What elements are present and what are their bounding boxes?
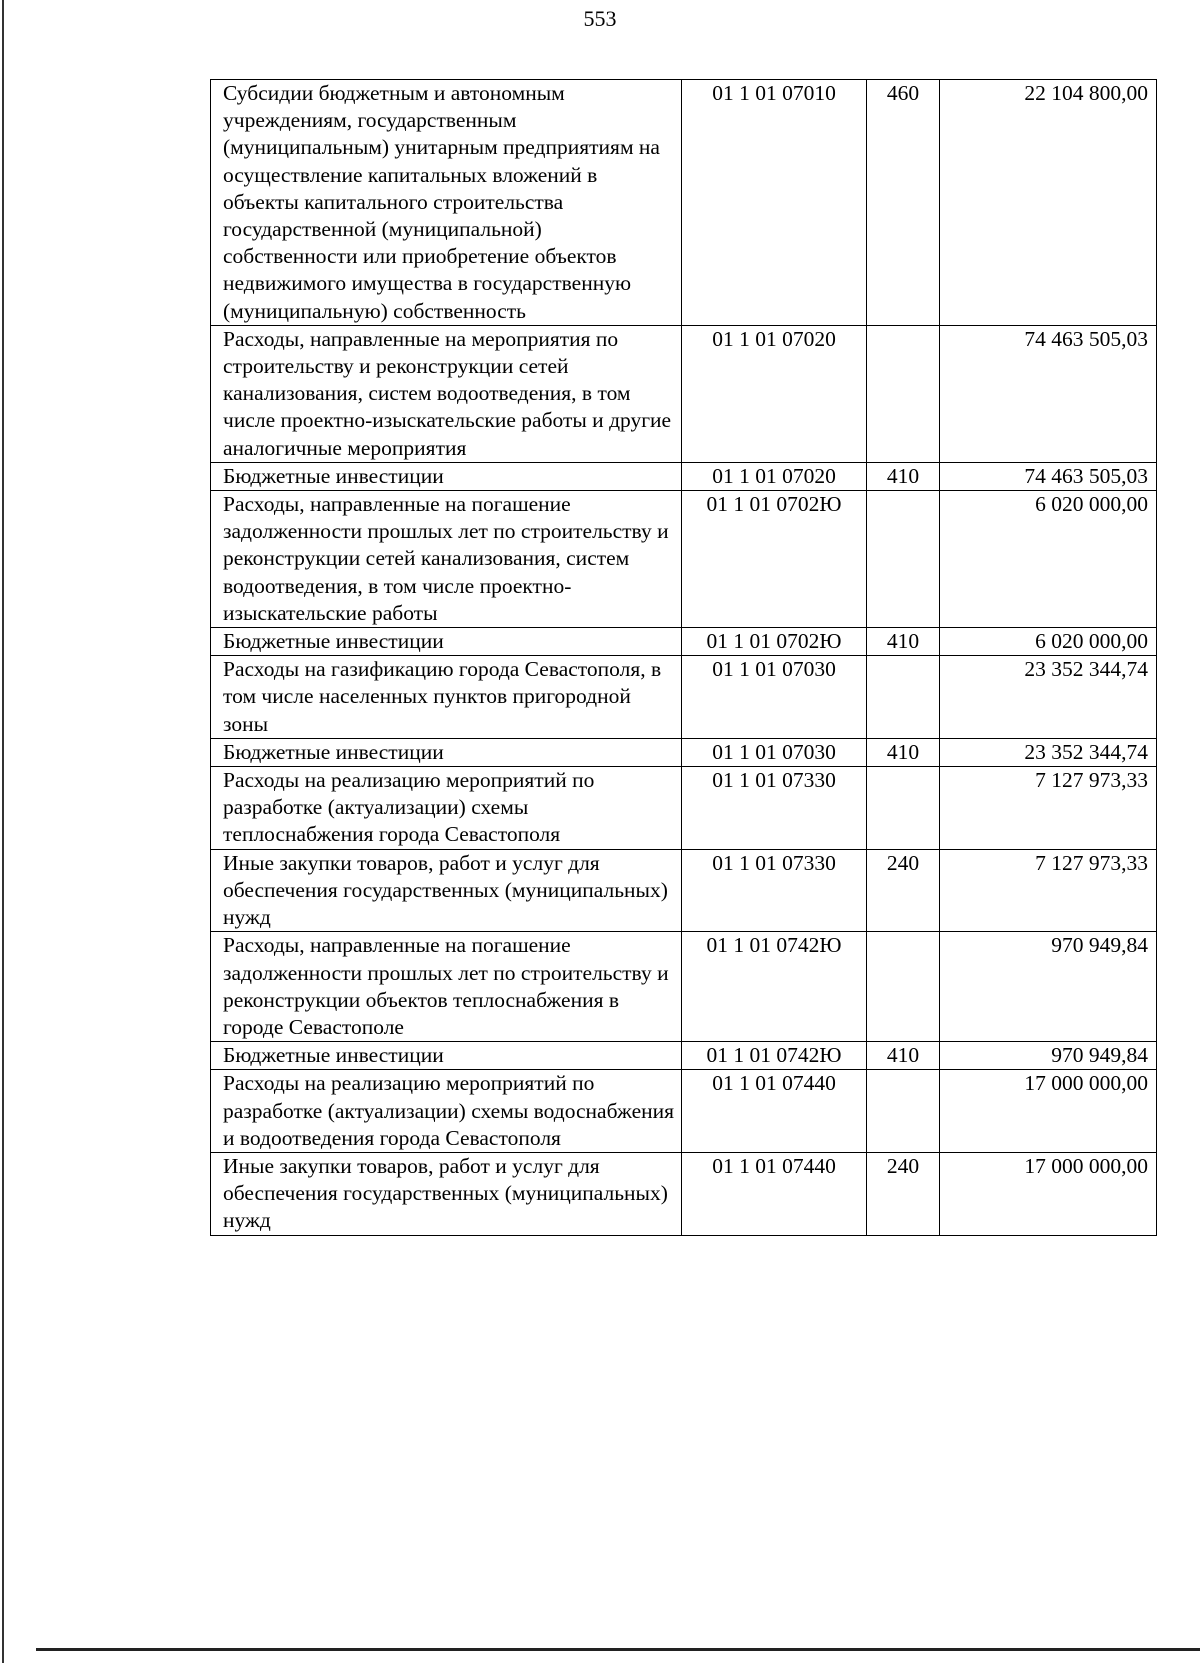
table-row bbox=[211, 767, 1157, 850]
cell-amount: 17 000 000,00 bbox=[940, 1152, 1157, 1235]
cell-type bbox=[867, 491, 940, 628]
cell-name: Иные закупки товаров, работ и услуг для обеспечения государственных (муниципальных) нужд bbox=[211, 1152, 682, 1235]
table-row bbox=[211, 491, 1157, 628]
table-row bbox=[211, 462, 1157, 490]
cell-code: 01 1 01 07440 bbox=[682, 1070, 867, 1153]
cell-amount: 23 352 344,74 bbox=[940, 738, 1157, 766]
cell-type: 410 bbox=[867, 462, 940, 490]
cell-name: Расходы на реализацию мероприятий по разработке (актуализации) схемы теплоснабжения города Севастополя bbox=[211, 767, 682, 850]
cell-code: 01 1 01 07010 bbox=[682, 80, 867, 326]
cell-amount: 74 463 505,03 bbox=[940, 325, 1157, 462]
cell-type bbox=[867, 1070, 940, 1153]
cell-code: 01 1 01 0742Ю bbox=[682, 1042, 867, 1070]
cell-name: Расходы на реализацию мероприятий по разработке (актуализации) схемы водоснабжения и водоотведения города Севастополя bbox=[211, 1070, 682, 1153]
cell-name: Субсидии бюджетным и автономным учреждениям, государственным (муниципальным) унитарным предприятиям на осуществление капитальных вложений в объекты капитального строительства государственной (муниципальной) собственности или приобретение объектов недвижимого имущества в государственную (муниципальную) собственность bbox=[211, 80, 682, 326]
cell-amount: 17 000 000,00 bbox=[940, 1070, 1157, 1153]
cell-amount: 22 104 800,00 bbox=[940, 80, 1157, 326]
table-row bbox=[211, 932, 1157, 1042]
cell-type bbox=[867, 325, 940, 462]
cell-code: 01 1 01 07020 bbox=[682, 325, 867, 462]
cell-code: 01 1 01 07030 bbox=[682, 738, 867, 766]
cell-type: 240 bbox=[867, 1152, 940, 1235]
cell-amount: 6 020 000,00 bbox=[940, 628, 1157, 656]
cell-amount: 23 352 344,74 bbox=[940, 656, 1157, 739]
cell-type: 410 bbox=[867, 1042, 940, 1070]
cell-name: Бюджетные инвестиции bbox=[211, 628, 682, 656]
cell-type: 410 bbox=[867, 738, 940, 766]
cell-type bbox=[867, 767, 940, 850]
cell-type: 410 bbox=[867, 628, 940, 656]
cell-name: Бюджетные инвестиции bbox=[211, 1042, 682, 1070]
cell-type: 240 bbox=[867, 849, 940, 932]
cell-name: Расходы, направленные на погашение задолженности прошлых лет по строительству и реконструкции объектов теплоснабжения в городе Севастополе bbox=[211, 932, 682, 1042]
page-number: 553 bbox=[583, 6, 617, 31]
cell-name: Иные закупки товаров, работ и услуг для обеспечения государственных (муниципальных) нужд bbox=[211, 849, 682, 932]
cell-code: 01 1 01 0702Ю bbox=[682, 491, 867, 628]
table-row bbox=[211, 628, 1157, 656]
table-row bbox=[211, 1042, 1157, 1070]
cell-amount: 7 127 973,33 bbox=[940, 767, 1157, 850]
budget-table bbox=[210, 79, 1157, 1236]
cell-code: 01 1 01 0742Ю bbox=[682, 932, 867, 1042]
cell-type bbox=[867, 656, 940, 739]
scan-edge-left bbox=[2, 0, 4, 1663]
cell-code: 01 1 01 07030 bbox=[682, 656, 867, 739]
cell-code: 01 1 01 07020 bbox=[682, 462, 867, 490]
cell-amount: 74 463 505,03 bbox=[940, 462, 1157, 490]
cell-name: Бюджетные инвестиции bbox=[211, 738, 682, 766]
table-row bbox=[211, 656, 1157, 739]
table-row bbox=[211, 325, 1157, 462]
table-row bbox=[211, 1152, 1157, 1235]
cell-type bbox=[867, 932, 940, 1042]
cell-code: 01 1 01 07330 bbox=[682, 849, 867, 932]
cell-amount: 7 127 973,33 bbox=[940, 849, 1157, 932]
cell-type: 460 bbox=[867, 80, 940, 326]
scan-edge-bottom bbox=[36, 1648, 1200, 1651]
cell-name: Расходы, направленные на мероприятия по строительству и реконструкции сетей канализования, систем водоотведения, в том числе проектно-изыскательские работы и другие аналогичные мероприятия bbox=[211, 325, 682, 462]
cell-name: Бюджетные инвестиции bbox=[211, 462, 682, 490]
cell-name: Расходы на газификацию города Севастополя, в том числе населенных пунктов пригородной зоны bbox=[211, 656, 682, 739]
cell-code: 01 1 01 0702Ю bbox=[682, 628, 867, 656]
cell-code: 01 1 01 07330 bbox=[682, 767, 867, 850]
cell-amount: 970 949,84 bbox=[940, 1042, 1157, 1070]
table-row bbox=[211, 738, 1157, 766]
cell-name: Расходы, направленные на погашение задолженности прошлых лет по строительству и реконструкции сетей канализования, систем водоотведения, в том числе проектно-изыскательские работы bbox=[211, 491, 682, 628]
cell-amount: 6 020 000,00 bbox=[940, 491, 1157, 628]
table-row bbox=[211, 80, 1157, 326]
cell-amount: 970 949,84 bbox=[940, 932, 1157, 1042]
table-row bbox=[211, 1070, 1157, 1153]
table-row bbox=[211, 849, 1157, 932]
cell-code: 01 1 01 07440 bbox=[682, 1152, 867, 1235]
